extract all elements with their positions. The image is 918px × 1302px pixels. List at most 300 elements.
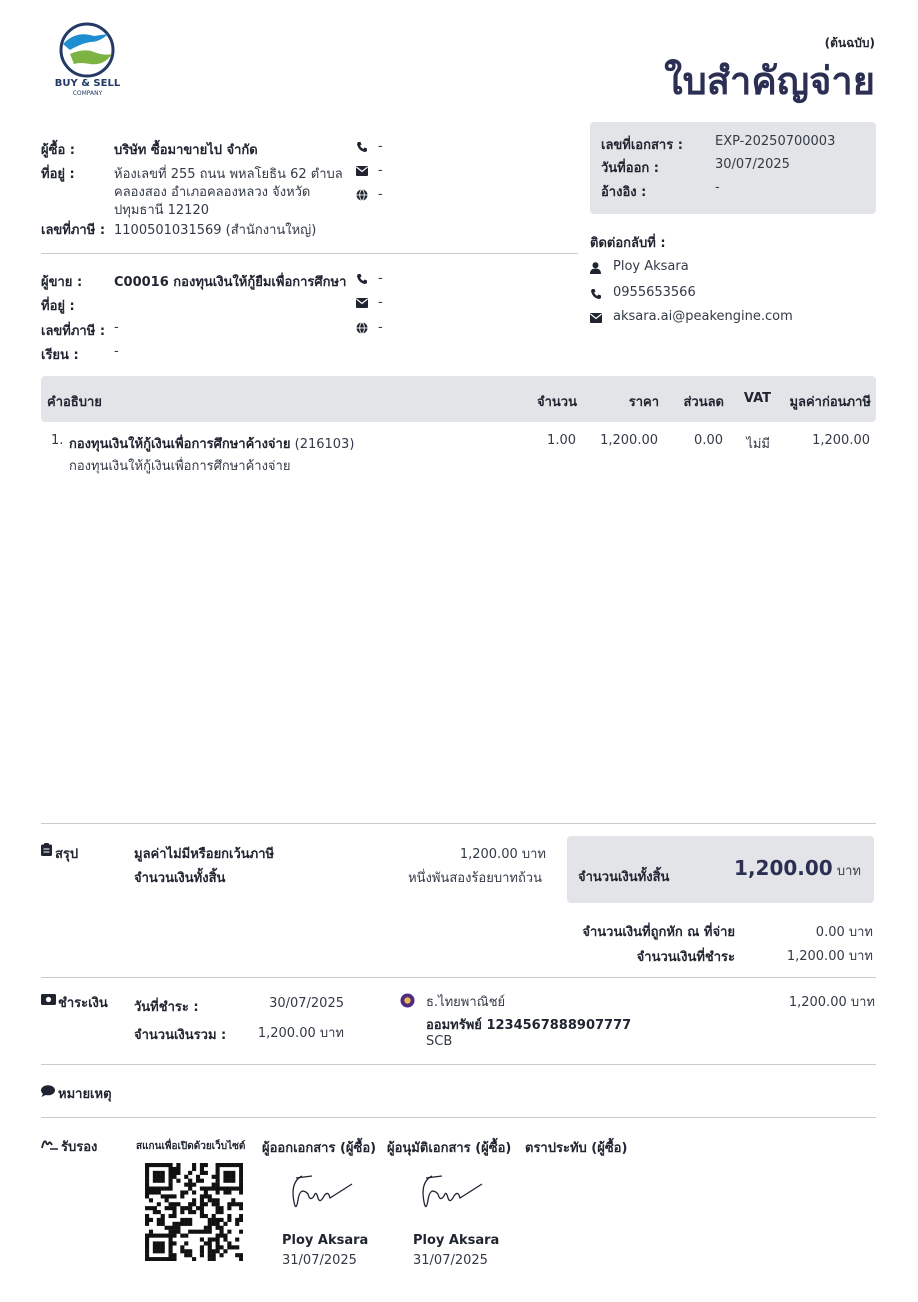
qr-module <box>149 1198 153 1202</box>
qr-module <box>200 1179 204 1183</box>
qr-module <box>219 1163 223 1167</box>
qr-module <box>180 1218 184 1222</box>
qr-module <box>223 1187 227 1191</box>
qr-module <box>239 1167 243 1171</box>
qr-module <box>145 1190 149 1194</box>
qr-module <box>145 1206 149 1210</box>
qr-module <box>165 1198 169 1202</box>
buyer-name-label: ผู้ซื้อ : <box>41 143 75 158</box>
row-pretax: 1,200.00 <box>812 433 870 448</box>
qr-module <box>231 1179 235 1183</box>
qr-module <box>172 1234 176 1238</box>
qr-module <box>227 1187 231 1191</box>
qr-module <box>145 1175 149 1179</box>
qr-module <box>239 1190 243 1194</box>
qr-module <box>169 1226 173 1230</box>
qr-module <box>145 1171 149 1175</box>
qr-module <box>145 1241 149 1245</box>
qr-module <box>149 1230 153 1234</box>
qr-module <box>216 1183 220 1187</box>
qr-module <box>169 1183 173 1187</box>
qr-module <box>216 1226 220 1230</box>
qr-module <box>153 1245 157 1249</box>
qr-module <box>200 1230 204 1234</box>
qr-module <box>153 1171 157 1175</box>
qr-module <box>196 1175 200 1179</box>
qr-module <box>204 1194 208 1198</box>
qr-module <box>204 1202 208 1206</box>
qr-module <box>219 1226 223 1230</box>
qr-module <box>216 1237 220 1241</box>
qr-module <box>184 1222 188 1226</box>
qr-module <box>216 1187 220 1191</box>
qr-module <box>188 1230 192 1234</box>
grand-total-value: 1,200.00 <box>734 856 833 880</box>
total-label: จำนวนเงินทั้งสิ้น <box>134 871 226 886</box>
qr-module <box>149 1206 153 1210</box>
qr-module <box>196 1230 200 1234</box>
qr-module <box>219 1245 223 1249</box>
qr-module <box>216 1218 220 1222</box>
qr-module <box>145 1234 149 1238</box>
qr-module <box>161 1187 165 1191</box>
col-vat-header: VAT <box>743 391 771 406</box>
qr-module <box>157 1202 161 1206</box>
qr-module <box>204 1230 208 1234</box>
qr-module <box>176 1171 180 1175</box>
qr-module <box>169 1234 173 1238</box>
remark-section-label: หมายเหตุ <box>58 1087 112 1102</box>
qr-module <box>212 1222 216 1226</box>
seller-attn: - <box>114 344 119 359</box>
qr-module <box>200 1194 204 1198</box>
qr-module <box>239 1175 243 1179</box>
qr-module <box>223 1171 227 1175</box>
qr-module <box>204 1214 208 1218</box>
qr-module <box>188 1183 192 1187</box>
qr-module <box>169 1194 173 1198</box>
qr-module <box>212 1202 216 1206</box>
qr-module <box>176 1230 180 1234</box>
qr-module <box>161 1218 165 1222</box>
qr-module <box>169 1179 173 1183</box>
grand-total-unit: บาท <box>836 864 861 879</box>
qr-module <box>176 1226 180 1230</box>
qr-module <box>227 1171 231 1175</box>
qr-module <box>223 1249 227 1253</box>
qr-module <box>145 1167 149 1171</box>
qr-module <box>149 1163 153 1167</box>
qr-module <box>227 1230 231 1234</box>
qr-module <box>216 1241 220 1245</box>
qr-module <box>208 1253 212 1257</box>
qr-module <box>184 1183 188 1187</box>
qr-module <box>208 1241 212 1245</box>
qr-module <box>239 1214 243 1218</box>
qr-module <box>157 1171 161 1175</box>
qr-module <box>239 1230 243 1234</box>
qr-module <box>180 1234 184 1238</box>
qr-module <box>216 1249 220 1253</box>
qr-module <box>165 1163 169 1167</box>
seller-email: - <box>378 295 383 310</box>
qr-module <box>188 1187 192 1191</box>
col-price-header: ราคา <box>628 395 659 410</box>
qr-module <box>184 1249 188 1253</box>
qr-module <box>145 1245 149 1249</box>
qr-module <box>161 1241 165 1245</box>
qr-module <box>157 1187 161 1191</box>
qr-module <box>219 1234 223 1238</box>
qr-module <box>212 1183 216 1187</box>
approver-name: Ploy Aksara <box>413 1233 500 1248</box>
qr-module <box>157 1210 161 1214</box>
qr-module <box>149 1257 153 1261</box>
money-icon <box>41 994 56 1005</box>
approver-date: 31/07/2025 <box>413 1253 488 1268</box>
qr-module <box>161 1171 165 1175</box>
qr-module <box>223 1237 227 1241</box>
qr-module <box>172 1226 176 1230</box>
seller-address-label: ที่อยู่ : <box>41 299 75 314</box>
qr-module <box>176 1179 180 1183</box>
qr-module <box>145 1214 149 1218</box>
qr-module <box>239 1163 243 1167</box>
qr-module <box>153 1210 157 1214</box>
qr-module <box>216 1175 220 1179</box>
row-price: 1,200.00 <box>600 433 658 448</box>
buyer-tax-label: เลขที่ภาษี : <box>41 223 106 238</box>
payment-section-label: ชำระเงิน <box>58 996 108 1011</box>
qr-module <box>235 1218 239 1222</box>
doc-date-label: วันที่ออก : <box>601 161 659 176</box>
paid-label: จำนวนเงินที่ชำระ <box>636 950 735 965</box>
qr-module <box>212 1249 216 1253</box>
paid-value: 1,200.00 บาท <box>786 949 873 964</box>
qr-module <box>223 1190 227 1194</box>
qr-module <box>212 1253 216 1257</box>
qr-module <box>208 1198 212 1202</box>
qr-module <box>200 1249 204 1253</box>
qr-module <box>239 1206 243 1210</box>
qr-module <box>165 1206 169 1210</box>
qr-module <box>149 1187 153 1191</box>
contact-title: ติดต่อกลับที่ : <box>590 236 666 251</box>
qr-module <box>145 1183 149 1187</box>
qr-module <box>145 1222 149 1226</box>
qr-module <box>216 1171 220 1175</box>
qr-module <box>172 1253 176 1257</box>
qr-module <box>200 1187 204 1191</box>
qr-module <box>161 1214 165 1218</box>
qr-module <box>192 1198 196 1202</box>
qr-module <box>227 1175 231 1179</box>
qr-module <box>231 1202 235 1206</box>
contact-phone: 0955653566 <box>613 285 696 300</box>
summary-divider <box>41 823 876 824</box>
globe-icon <box>356 322 368 334</box>
qr-module <box>231 1171 235 1175</box>
qr-module <box>169 1187 173 1191</box>
signature-icon <box>41 1138 59 1150</box>
contact-name: Ploy Aksara <box>613 259 689 274</box>
qr-module <box>180 1245 184 1249</box>
qr-module <box>235 1222 239 1226</box>
qr-module <box>149 1218 153 1222</box>
qr-module <box>176 1222 180 1226</box>
qr-module <box>200 1253 204 1257</box>
qr-module <box>200 1214 204 1218</box>
wht-value: 0.00 บาท <box>815 925 873 940</box>
qr-module <box>176 1202 180 1206</box>
qr-module <box>192 1210 196 1214</box>
qr-module <box>188 1171 192 1175</box>
bank-account: ออมทรัพย์ 1234567888907777 <box>426 1018 632 1033</box>
buyer-address-line2: คลองสอง อำเภอคลองหลวง จังหวัด <box>114 185 311 200</box>
qr-module <box>145 1253 149 1257</box>
user-icon <box>590 262 601 274</box>
qr-module <box>169 1175 173 1179</box>
qr-module <box>216 1163 220 1167</box>
qr-module <box>145 1218 149 1222</box>
row-number: 1. <box>51 433 64 448</box>
qr-module <box>200 1206 204 1210</box>
qr-module <box>161 1222 165 1226</box>
qr-module <box>157 1245 161 1249</box>
qr-module <box>200 1163 204 1167</box>
approver-signature <box>418 1172 486 1220</box>
phone-icon <box>590 288 602 300</box>
qr-module <box>219 1253 223 1257</box>
qr-module <box>153 1206 157 1210</box>
qr-module <box>212 1214 216 1218</box>
qr-module <box>157 1218 161 1222</box>
qr-module <box>157 1179 161 1183</box>
col-qty-header: จำนวน <box>537 395 577 410</box>
qr-module <box>161 1194 165 1198</box>
qr-module <box>180 1190 184 1194</box>
qr-module <box>231 1198 235 1202</box>
qr-module <box>161 1245 165 1249</box>
qr-module <box>235 1202 239 1206</box>
qr-module <box>161 1179 165 1183</box>
qr-module <box>216 1198 220 1202</box>
qr-module <box>219 1210 223 1214</box>
qr-module <box>204 1226 208 1230</box>
qr-module <box>216 1234 220 1238</box>
qr-module <box>172 1222 176 1226</box>
qr-module <box>149 1234 153 1238</box>
remark-divider <box>41 1064 876 1065</box>
qr-module <box>204 1163 208 1167</box>
qr-module <box>188 1179 192 1183</box>
qr-module <box>212 1187 216 1191</box>
payment-sum-label: จำนวนเงินรวม : <box>134 1028 227 1043</box>
buyer-name: บริษัท ซื้อมาขายไป จำกัด <box>114 143 258 158</box>
qr-module <box>227 1245 231 1249</box>
seller-web: - <box>378 320 383 335</box>
qr-module <box>188 1249 192 1253</box>
qr-module <box>219 1206 223 1210</box>
qr-module <box>204 1187 208 1191</box>
qr-code[interactable] <box>145 1163 243 1265</box>
seller-tax: - <box>114 320 119 335</box>
qr-module <box>169 1241 173 1245</box>
qr-module <box>157 1222 161 1226</box>
qr-module <box>208 1249 212 1253</box>
seller-attn-label: เรียน : <box>41 348 79 363</box>
qr-module <box>239 1171 243 1175</box>
qr-module <box>153 1179 157 1183</box>
envelope-icon <box>356 298 368 308</box>
qr-module <box>216 1206 220 1210</box>
buyer-address-line3: ปทุมธานี 12120 <box>114 203 209 218</box>
qr-module <box>153 1257 157 1261</box>
qr-module <box>227 1190 231 1194</box>
qr-module <box>223 1222 227 1226</box>
row-qty: 1.00 <box>547 433 576 448</box>
qr-module <box>223 1234 227 1238</box>
row-code: (216103) <box>294 437 355 452</box>
qr-module <box>169 1214 173 1218</box>
qr-module <box>227 1214 231 1218</box>
qr-module <box>172 1167 176 1171</box>
payment-sum: 1,200.00 บาท <box>257 1026 344 1041</box>
qr-module <box>149 1190 153 1194</box>
buyer-phone: - <box>378 139 383 154</box>
qr-module <box>169 1171 173 1175</box>
envelope-icon <box>590 313 602 323</box>
qr-module <box>153 1190 157 1194</box>
qr-module <box>169 1163 173 1167</box>
qr-module <box>227 1179 231 1183</box>
issuer-name: Ploy Aksara <box>282 1233 369 1248</box>
qr-module <box>212 1175 216 1179</box>
qr-module <box>208 1218 212 1222</box>
qr-module <box>200 1237 204 1241</box>
bank-code: SCB <box>426 1034 453 1049</box>
qr-module <box>169 1230 173 1234</box>
doc-no: EXP-20250700003 <box>715 134 836 149</box>
doc-date: 30/07/2025 <box>715 157 790 172</box>
payment-date: 30/07/2025 <box>269 996 344 1011</box>
qr-module <box>231 1187 235 1191</box>
nonvat-value: 1,200.00 บาท <box>459 847 546 862</box>
qr-module <box>153 1175 157 1179</box>
qr-module <box>204 1241 208 1245</box>
qr-module <box>219 1218 223 1222</box>
table-row <box>41 430 876 476</box>
phone-icon <box>356 273 368 285</box>
qr-module <box>165 1187 169 1191</box>
qr-module <box>239 1257 243 1261</box>
qr-module <box>235 1237 239 1241</box>
buyer-web: - <box>378 187 383 202</box>
qr-module <box>172 1202 176 1206</box>
qr-module <box>216 1222 220 1226</box>
qr-module <box>188 1222 192 1226</box>
qr-module <box>161 1249 165 1253</box>
qr-module <box>157 1175 161 1179</box>
qr-module <box>165 1234 169 1238</box>
qr-module <box>169 1253 173 1257</box>
qr-module <box>192 1257 196 1261</box>
buyer-tax: 1100501031569 (สำนักงานใหญ่) <box>114 223 317 238</box>
qr-module <box>239 1253 243 1257</box>
qr-module <box>192 1167 196 1171</box>
qr-module <box>212 1218 216 1222</box>
qr-module <box>208 1230 212 1234</box>
qr-module <box>176 1163 180 1167</box>
qr-module <box>188 1206 192 1210</box>
qr-module <box>145 1179 149 1183</box>
qr-module <box>176 1167 180 1171</box>
qr-module <box>196 1206 200 1210</box>
qr-module <box>145 1194 149 1198</box>
seller-tax-label: เลขที่ภาษี : <box>41 324 106 339</box>
qr-module <box>157 1249 161 1253</box>
approver-label: ผู้อนุมัติเอกสาร (ผู้ซื้อ) <box>387 1141 512 1156</box>
qr-module <box>180 1249 184 1253</box>
qr-module <box>184 1175 188 1179</box>
seller-name-label: ผู้ขาย : <box>41 275 83 290</box>
qr-module <box>223 1179 227 1183</box>
qr-module <box>239 1202 243 1206</box>
qr-module <box>157 1234 161 1238</box>
qr-module <box>184 1241 188 1245</box>
stamp-label: ตราประทับ (ผู้ซื้อ) <box>525 1141 628 1156</box>
qr-module <box>192 1163 196 1167</box>
col-pretax-header: มูลค่าก่อนภาษี <box>789 395 871 410</box>
qr-module <box>212 1257 216 1261</box>
qr-module <box>145 1257 149 1261</box>
qr-module <box>216 1210 220 1214</box>
qr-module <box>157 1163 161 1167</box>
qr-module <box>169 1202 173 1206</box>
qr-module <box>172 1257 176 1261</box>
qr-module <box>219 1187 223 1191</box>
buyer-seller-divider <box>41 253 578 254</box>
qr-module <box>239 1187 243 1191</box>
qr-module <box>227 1163 231 1167</box>
buyer-address-label: ที่อยู่ : <box>41 167 75 182</box>
qr-module <box>216 1245 220 1249</box>
comment-icon <box>41 1085 55 1097</box>
qr-module <box>216 1202 220 1206</box>
row-discount: 0.00 <box>694 433 723 448</box>
qr-module <box>231 1245 235 1249</box>
qr-module <box>180 1222 184 1226</box>
doc-ref: - <box>715 180 720 195</box>
doc-ref-label: อ้างอิง : <box>601 185 647 200</box>
qr-module <box>200 1202 204 1206</box>
qr-module <box>188 1202 192 1206</box>
qr-module <box>231 1175 235 1179</box>
qr-module <box>204 1171 208 1175</box>
qr-module <box>153 1163 157 1167</box>
qr-module <box>145 1163 149 1167</box>
qr-module <box>157 1257 161 1261</box>
qr-module <box>200 1167 204 1171</box>
bank-logo-icon <box>400 993 415 1008</box>
qr-module <box>180 1206 184 1210</box>
approve-divider <box>41 1117 876 1118</box>
qr-module <box>161 1257 165 1261</box>
globe-icon <box>356 189 368 201</box>
qr-module <box>235 1245 239 1249</box>
clipboard-icon <box>41 843 52 856</box>
qr-module <box>145 1237 149 1241</box>
